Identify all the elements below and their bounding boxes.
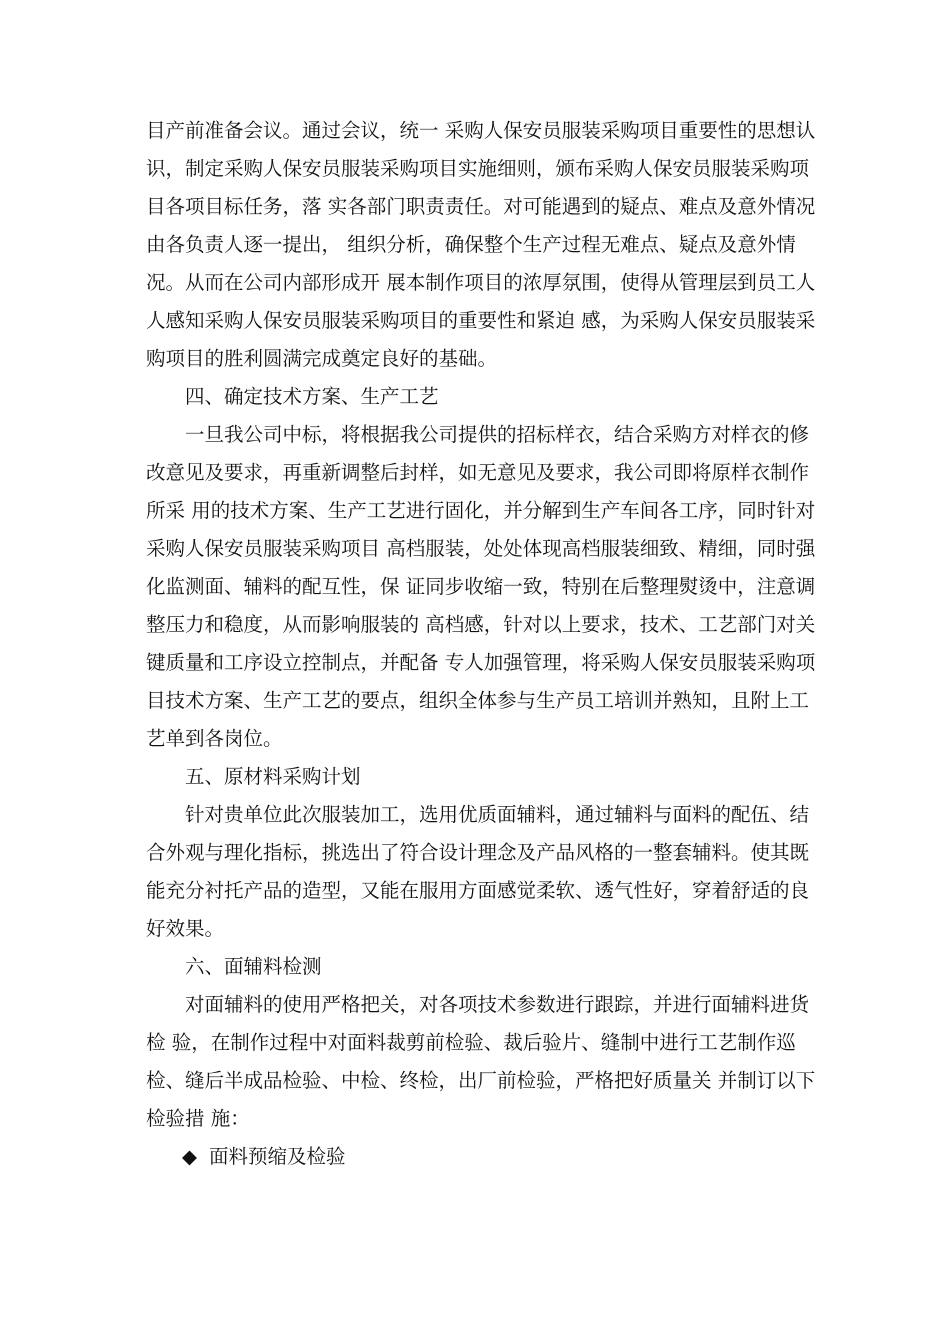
paragraph-line: 好效果。 bbox=[146, 917, 225, 940]
paragraph-line: 化监测面、辅料的配互性，保 证同步收缩一致，特别在后整理熨烫中，注意调 bbox=[146, 575, 816, 598]
paragraph-line: 目产前准备会议。通过会议，统一 采购人保安员服装采购项目重要性的思想认 bbox=[146, 119, 816, 142]
paragraph-line: 检、缝后半成品检验、中检、终检，出厂前检验，严格把好质量关 并制订以下 bbox=[146, 1069, 816, 1092]
paragraph-line: 况。从而在公司内部形成开 展本制作项目的浓厚氛围，使得从管理层到员工人 bbox=[146, 271, 816, 294]
paragraph-line: 购项目的胜利圆满完成奠定良好的基础。 bbox=[146, 347, 498, 370]
paragraph-line: 对面辅料的使用严格把关，对各项技术参数进行跟踪，并进行面辅料进货 bbox=[185, 993, 810, 1016]
bullet-item bbox=[146, 1138, 816, 1176]
paragraph-line: 改意见及要求，再重新调整后封样，如无意见及要求，我公司即将原样衣制作 bbox=[146, 461, 810, 484]
paragraph-line: 目技术方案、生产工艺的要点，组织全体参与生产员工培训并熟知，且附上工 bbox=[146, 689, 810, 712]
paragraph-line: 识，制定采购人保安员服装采购项目实施细则，颁布采购人保安员服装采购项 bbox=[146, 157, 810, 180]
paragraph-line: 目各项目标任务，落 实各部门职责责任。对可能遇到的疑点、难点及意外情况 bbox=[146, 195, 816, 218]
section-heading: 四、确定技术方案、生产工艺 bbox=[185, 385, 439, 408]
diamond-bullet-icon: ◆ bbox=[182, 1145, 197, 1168]
document-body bbox=[146, 112, 816, 1176]
paragraph-line: 合外观与理化指标，挑选出了符合设计理念及产品风格的一整套辅料。使其既 bbox=[146, 841, 810, 864]
paragraph-line: 由各负责人逐一提出， 组织分析，确保整个生产过程无难点、疑点及意外情 bbox=[146, 233, 796, 256]
paragraph-line: 艺单到各岗位。 bbox=[146, 727, 283, 750]
paragraph-line: 采购人保安员服装采购项目 高档服装，处处体现高档服装细致、精细，同时强 bbox=[146, 537, 816, 560]
paragraph-line: 所采 用的技术方案、生产工艺进行固化，并分解到生产车间各工序，同时针对 bbox=[146, 499, 816, 522]
paragraph-line: 能充分衬托产品的造型，又能在服用方面感觉柔软、透气性好，穿着舒适的良 bbox=[146, 879, 810, 902]
bullet-item-text: 面料预缩及检验 bbox=[209, 1145, 346, 1168]
section-heading: 五、原材料采购计划 bbox=[185, 765, 361, 788]
paragraph-line: 整压力和稳度，从而影响服装的 高档感，针对以上要求，技术、工艺部门对关 bbox=[146, 613, 816, 636]
section-heading: 六、面辅料检测 bbox=[185, 955, 322, 978]
paragraph-line: 检 验，在制作过程中对面料裁剪前检验、裁后验片、缝制中进行工艺制作巡 bbox=[146, 1031, 796, 1054]
paragraph-line: 检验措 施： bbox=[146, 1107, 250, 1130]
paragraph-line: 针对贵单位此次服装加工，选用优质面辅料，通过辅料与面料的配伍、结 bbox=[185, 803, 810, 826]
paragraph-line: 一旦我公司中标，将根据我公司提供的招标样衣，结合采购方对样衣的修 bbox=[185, 423, 810, 446]
paragraph-line: 键质量和工序设立控制点，并配备 专人加强管理，将采购人保安员服装采购项 bbox=[146, 651, 816, 674]
paragraph-line: 人感知采购人保安员服装采购项目的重要性和紧迫 感，为采购人保安员服装采 bbox=[146, 309, 816, 332]
